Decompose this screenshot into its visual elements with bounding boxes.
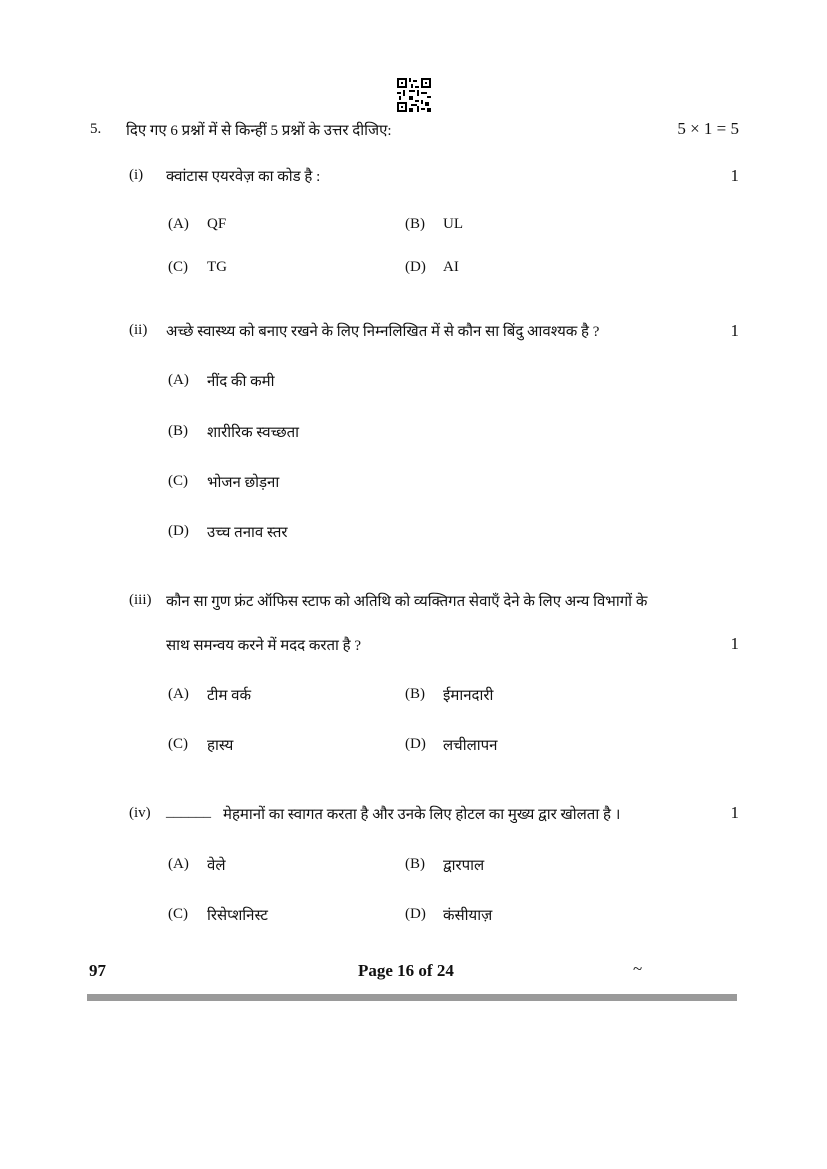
option-text: भोजन छोड़ना	[207, 475, 280, 491]
subquestion-label: (iv)	[129, 805, 151, 821]
option-label: (C)	[168, 259, 188, 275]
option-label: (B)	[405, 686, 425, 702]
option-text: नींद की कमी	[207, 374, 275, 390]
paper-code: 97	[89, 961, 106, 980]
subquestion-text: मेहमानों का स्वागत करता है और उनके लिए होटल का मुख्य द्वार खोलता है ।	[223, 807, 621, 823]
option-text: रिसेप्शनिस्ट	[207, 908, 268, 924]
option-label: (D)	[405, 906, 426, 922]
option-label: (C)	[168, 736, 188, 752]
option-label: (D)	[405, 259, 426, 275]
option-label: (C)	[168, 473, 188, 489]
option-text: हास्य	[207, 738, 234, 754]
option-label: (A)	[168, 372, 189, 388]
option-text: उच्च तनाव स्तर	[207, 525, 288, 541]
option-text: कंसीयाज़	[443, 908, 493, 924]
footer-mark: ~	[633, 959, 643, 978]
subquestion-label: (iii)	[129, 592, 152, 608]
question-instruction: दिए गए 6 प्रश्नों में से किन्हीं 5 प्रश्नों के उत्तर दीजिए:	[126, 123, 392, 139]
option-label: (D)	[405, 736, 426, 752]
option-text: AI	[443, 259, 459, 275]
option-text: टीम वर्क	[207, 688, 252, 704]
option-text: द्वारपाल	[443, 858, 485, 874]
subquestion-marks: 1	[730, 321, 739, 340]
option-label: (C)	[168, 906, 188, 922]
fill-in-blank: ______	[166, 804, 211, 820]
option-label: (A)	[168, 686, 189, 702]
option-text: ईमानदारी	[443, 688, 494, 704]
option-text: TG	[207, 259, 227, 275]
option-text: लचीलापन	[443, 738, 498, 754]
option-label: (D)	[168, 523, 189, 539]
footer-divider	[87, 994, 737, 1001]
option-text: UL	[443, 216, 463, 232]
question-number: 5.	[90, 121, 102, 137]
option-label: (B)	[405, 216, 425, 232]
option-text: शारीरिक स्वच्छता	[207, 425, 300, 441]
subquestion-text: अच्छे स्वास्थ्य को बनाए रखने के लिए निम्नलिखित में से कौन सा बिंदु आवश्यक है ?	[166, 324, 600, 340]
option-label: (A)	[168, 856, 189, 872]
subquestion-label: (ii)	[129, 322, 148, 338]
subquestion-text-line1: कौन सा गुण फ्रंट ऑफिस स्टाफ को अतिथि को व्यक्तिगत सेवाएँ देने के लिए अन्य विभागों के	[166, 594, 648, 610]
option-label: (B)	[405, 856, 425, 872]
option-text: वेले	[207, 858, 226, 874]
qr-code-image	[397, 78, 431, 112]
option-text: QF	[207, 216, 227, 232]
option-label: (B)	[168, 423, 188, 439]
subquestion-label: (i)	[129, 167, 144, 183]
subquestion-marks: 1	[730, 803, 739, 822]
subquestion-text-line2: साथ समन्वय करने में मदद करता है ?	[166, 638, 362, 654]
option-label: (A)	[168, 216, 189, 232]
marks-scheme: 5 × 1 = 5	[677, 119, 739, 138]
subquestion-text: क्वांटास एयरवेज़ का कोड है :	[166, 169, 321, 185]
subquestion-marks: 1	[730, 634, 739, 653]
subquestion-marks: 1	[730, 166, 739, 185]
page-number: Page 16 of 24	[358, 961, 454, 980]
